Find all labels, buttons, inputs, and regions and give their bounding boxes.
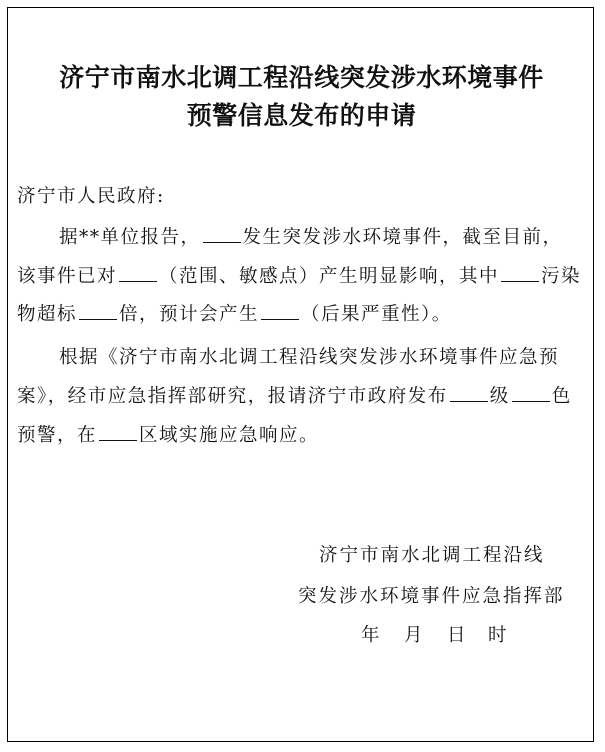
document-title-line2: 预警信息发布的申请 (186, 101, 417, 130)
signature-date-month: 月 (404, 625, 425, 646)
signature-date-day: 日 (447, 625, 468, 646)
signature-org-line1: 济宁市南水北调工程沿线 (319, 545, 545, 566)
fill-blank-color[interactable] (512, 400, 550, 402)
para1-text: （后果严重性）。 (301, 304, 452, 325)
para1-line1 (59, 223, 563, 249)
para2-text: 预警，在 (17, 425, 98, 446)
para2-text: 级 (489, 386, 510, 407)
fill-blank-scope[interactable] (119, 280, 157, 282)
fill-blank-area[interactable] (99, 439, 137, 441)
para1-text: 污染 (541, 266, 582, 287)
para2-text: 色 (551, 386, 572, 407)
fill-blank-consequence[interactable] (261, 318, 299, 320)
signature-date-hour: 时 (488, 625, 509, 646)
para2-line1: 根据《济宁市南水北调工程沿线突发涉水环境事件应急预 (59, 347, 560, 368)
fill-blank-multiple[interactable] (79, 318, 117, 320)
para1-text: 物超标 (17, 304, 78, 325)
para1-text: 据**单位报告， (59, 227, 201, 248)
para1-text: 该事件已对 (17, 266, 118, 287)
para2-line2 (17, 382, 572, 408)
para1-text: （范围、敏感点）产生明显影响，其中 (159, 266, 500, 287)
para1-line3 (17, 300, 452, 326)
para1-text: 发生突发涉水环境事件，截至目前， (242, 227, 563, 248)
fill-blank-location[interactable] (203, 241, 241, 243)
signature-org-line2: 突发涉水环境事件应急指挥部 (298, 586, 565, 607)
para1-line2 (17, 262, 581, 288)
para2-line3 (17, 421, 319, 447)
para1-text: 倍，预计会产生 (119, 304, 260, 325)
fill-blank-pollutant[interactable] (501, 280, 539, 282)
document-title-line1: 济宁市南水北调工程沿线突发涉水环境事件 (59, 63, 544, 92)
salutation: 济宁市人民政府: (17, 186, 165, 207)
para2-text: 区域实施应急响应。 (139, 425, 320, 446)
fill-blank-level[interactable] (450, 400, 488, 402)
para2-text: 案》，经市应急指挥部研究，报请济宁市政府发布 (17, 386, 448, 407)
signature-date-year: 年 (361, 625, 382, 646)
